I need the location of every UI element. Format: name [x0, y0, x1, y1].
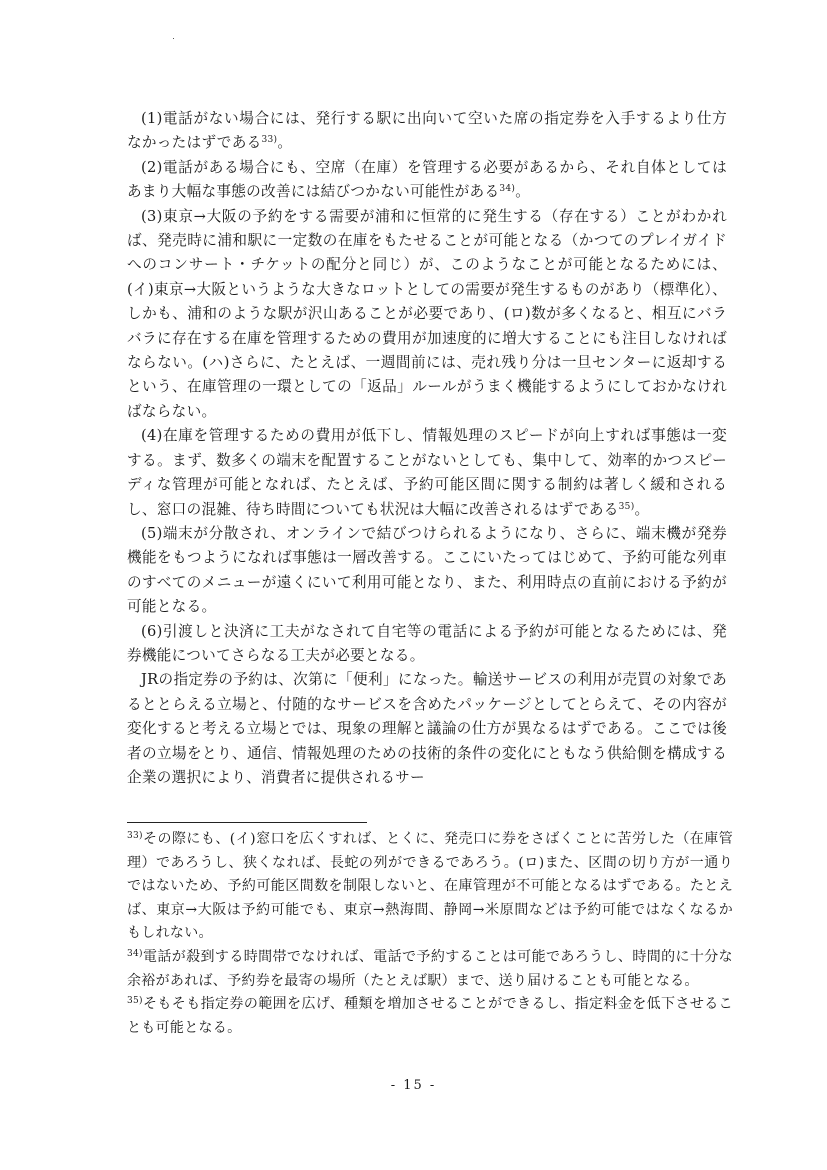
- footnote-ref-34: 34): [499, 184, 516, 195]
- paragraph-4: [127, 424, 727, 522]
- paragraph-1: [127, 107, 727, 156]
- footnote-33: [127, 828, 733, 946]
- page-number: - 15 -: [390, 1078, 437, 1093]
- paragraph-7: JRの指定券の予約は、次第に「便利」になった。輸送サービスの利用が売買の対象であるととらえる立場と、付随的なサービスを含めたパッケージとしてとらえて、その内容が変化すると考える立場とでは、現象の理解と議論の仕方が異なるはずである。ここでは後者の立場をとり、通信、情報処理のための技術的条件の変化にともなう供給側を構成する企業の選択により、消費者に提供されるサー: [127, 671, 727, 786]
- paragraph-2-text: (2)電話がある場合にも、空席（在庫）を管理する必要があるから、それ自体としてはあまり大幅な事態の改善には結びつかない可能性がある: [127, 158, 727, 201]
- paragraph-1-text: (1)電話がない場合には、発行する駅に出向いて空いた席の指定券を入手するより仕方なかったはずである: [127, 110, 727, 152]
- paragraph-5: (5)端末が分散され、オンラインで結びつけられるようになり、さらに、端末機が発券機能をもつようになれば事態は一層改善する。ここにいたってはじめて、予約可能な列車のすべてのメニューが遠くにいて利用可能となり、また、利用時点の直前における予約が可能となる。: [127, 524, 727, 616]
- paragraph-2: [127, 156, 727, 205]
- footnote-mark: 34): [127, 948, 143, 959]
- footnote-mark: 35): [127, 996, 143, 1007]
- paragraph-6: (6)引渡しと決済に工夫がなされて自宅等の電話による予約が可能となるためには、発券機能についてさらなる工夫が必要となる。: [127, 622, 727, 664]
- scan-speck: [173, 38, 174, 39]
- main-text: [127, 107, 727, 790]
- footnote-35: [127, 993, 733, 1040]
- footnote-34: [127, 946, 733, 993]
- footnotes: [127, 828, 733, 1040]
- footnote-divider: [127, 822, 367, 823]
- paragraph-3: (3)東京→大阪の予約をする需要が浦和に恒常的に発生する（存在する）ことがわかれば、発売時に浦和駅に一定数の在庫をもたせることが可能となる（かつてのプレイガイドへのコンサート・チケットの配分と同じ）が、このようなことが可能となるためには、(イ)東京→大阪というような大きなロットとしての需要が発生するものがあり（標準化）、しかも、浦和のような駅が沢山あることが必要であり、(ロ)数が多くなると、相互にバラバラに存在する在庫を管理するための費用が加速度的に増大することにも注目しなければならない。(ハ)さらに、たとえば、一週間前には、売れ残り分は一旦センターに返却するという、在庫管理の一環としての「返品」ルールがうまく機能するようにしておかなければならない。: [127, 207, 727, 420]
- footnote-text: その際にも、(イ)窓口を広くすれば、とくに、発売口に券をさばくことに苦労した（在庫管理）であろうし、狭くなれば、長蛇の列ができるであろう。(ロ)また、区間の切り方が一通りではないため、予約可能区間数を制限しないと、在庫管理が不可能となるはずである。たとえば、東京→大阪は予約可能でも、東京→熱海間、静岡→米原間などは予約可能ではなくなるかもしれない。: [127, 831, 733, 942]
- footnote-text: そもそも指定券の範囲を広げ、種類を増加させることができるし、指定料金を低下させることも可能となる。: [127, 996, 733, 1036]
- paragraph-4-end: 。: [634, 500, 650, 518]
- paragraph-4-text: (4)在庫を管理するための費用が低下し、情報処理のスピードが向上すれば事態は一変する。まず、数多くの端末を配置することがないとしても、集中して、効率的かつスピーディな管理が可能となれば、たとえば、予約可能区間に関する制約は著しく緩和されるし、窓口の混雑、待ち時間についても状況は大幅に改善されるはずである: [127, 427, 727, 518]
- footnote-ref-35: 35): [618, 501, 635, 512]
- footnote-ref-33: 33): [261, 135, 278, 146]
- footnote-mark: 33): [127, 831, 143, 841]
- paragraph-1-end: 。: [277, 134, 293, 152]
- footnote-text: 電話が殺到する時間帯でなければ、電話で予約することは可能であろうし、時間的に十分な余裕があれば、予約券を最寄の場所（たとえば駅）まで、送り届けることも可能となる。: [127, 948, 733, 989]
- paragraph-2-end: 。: [515, 183, 531, 201]
